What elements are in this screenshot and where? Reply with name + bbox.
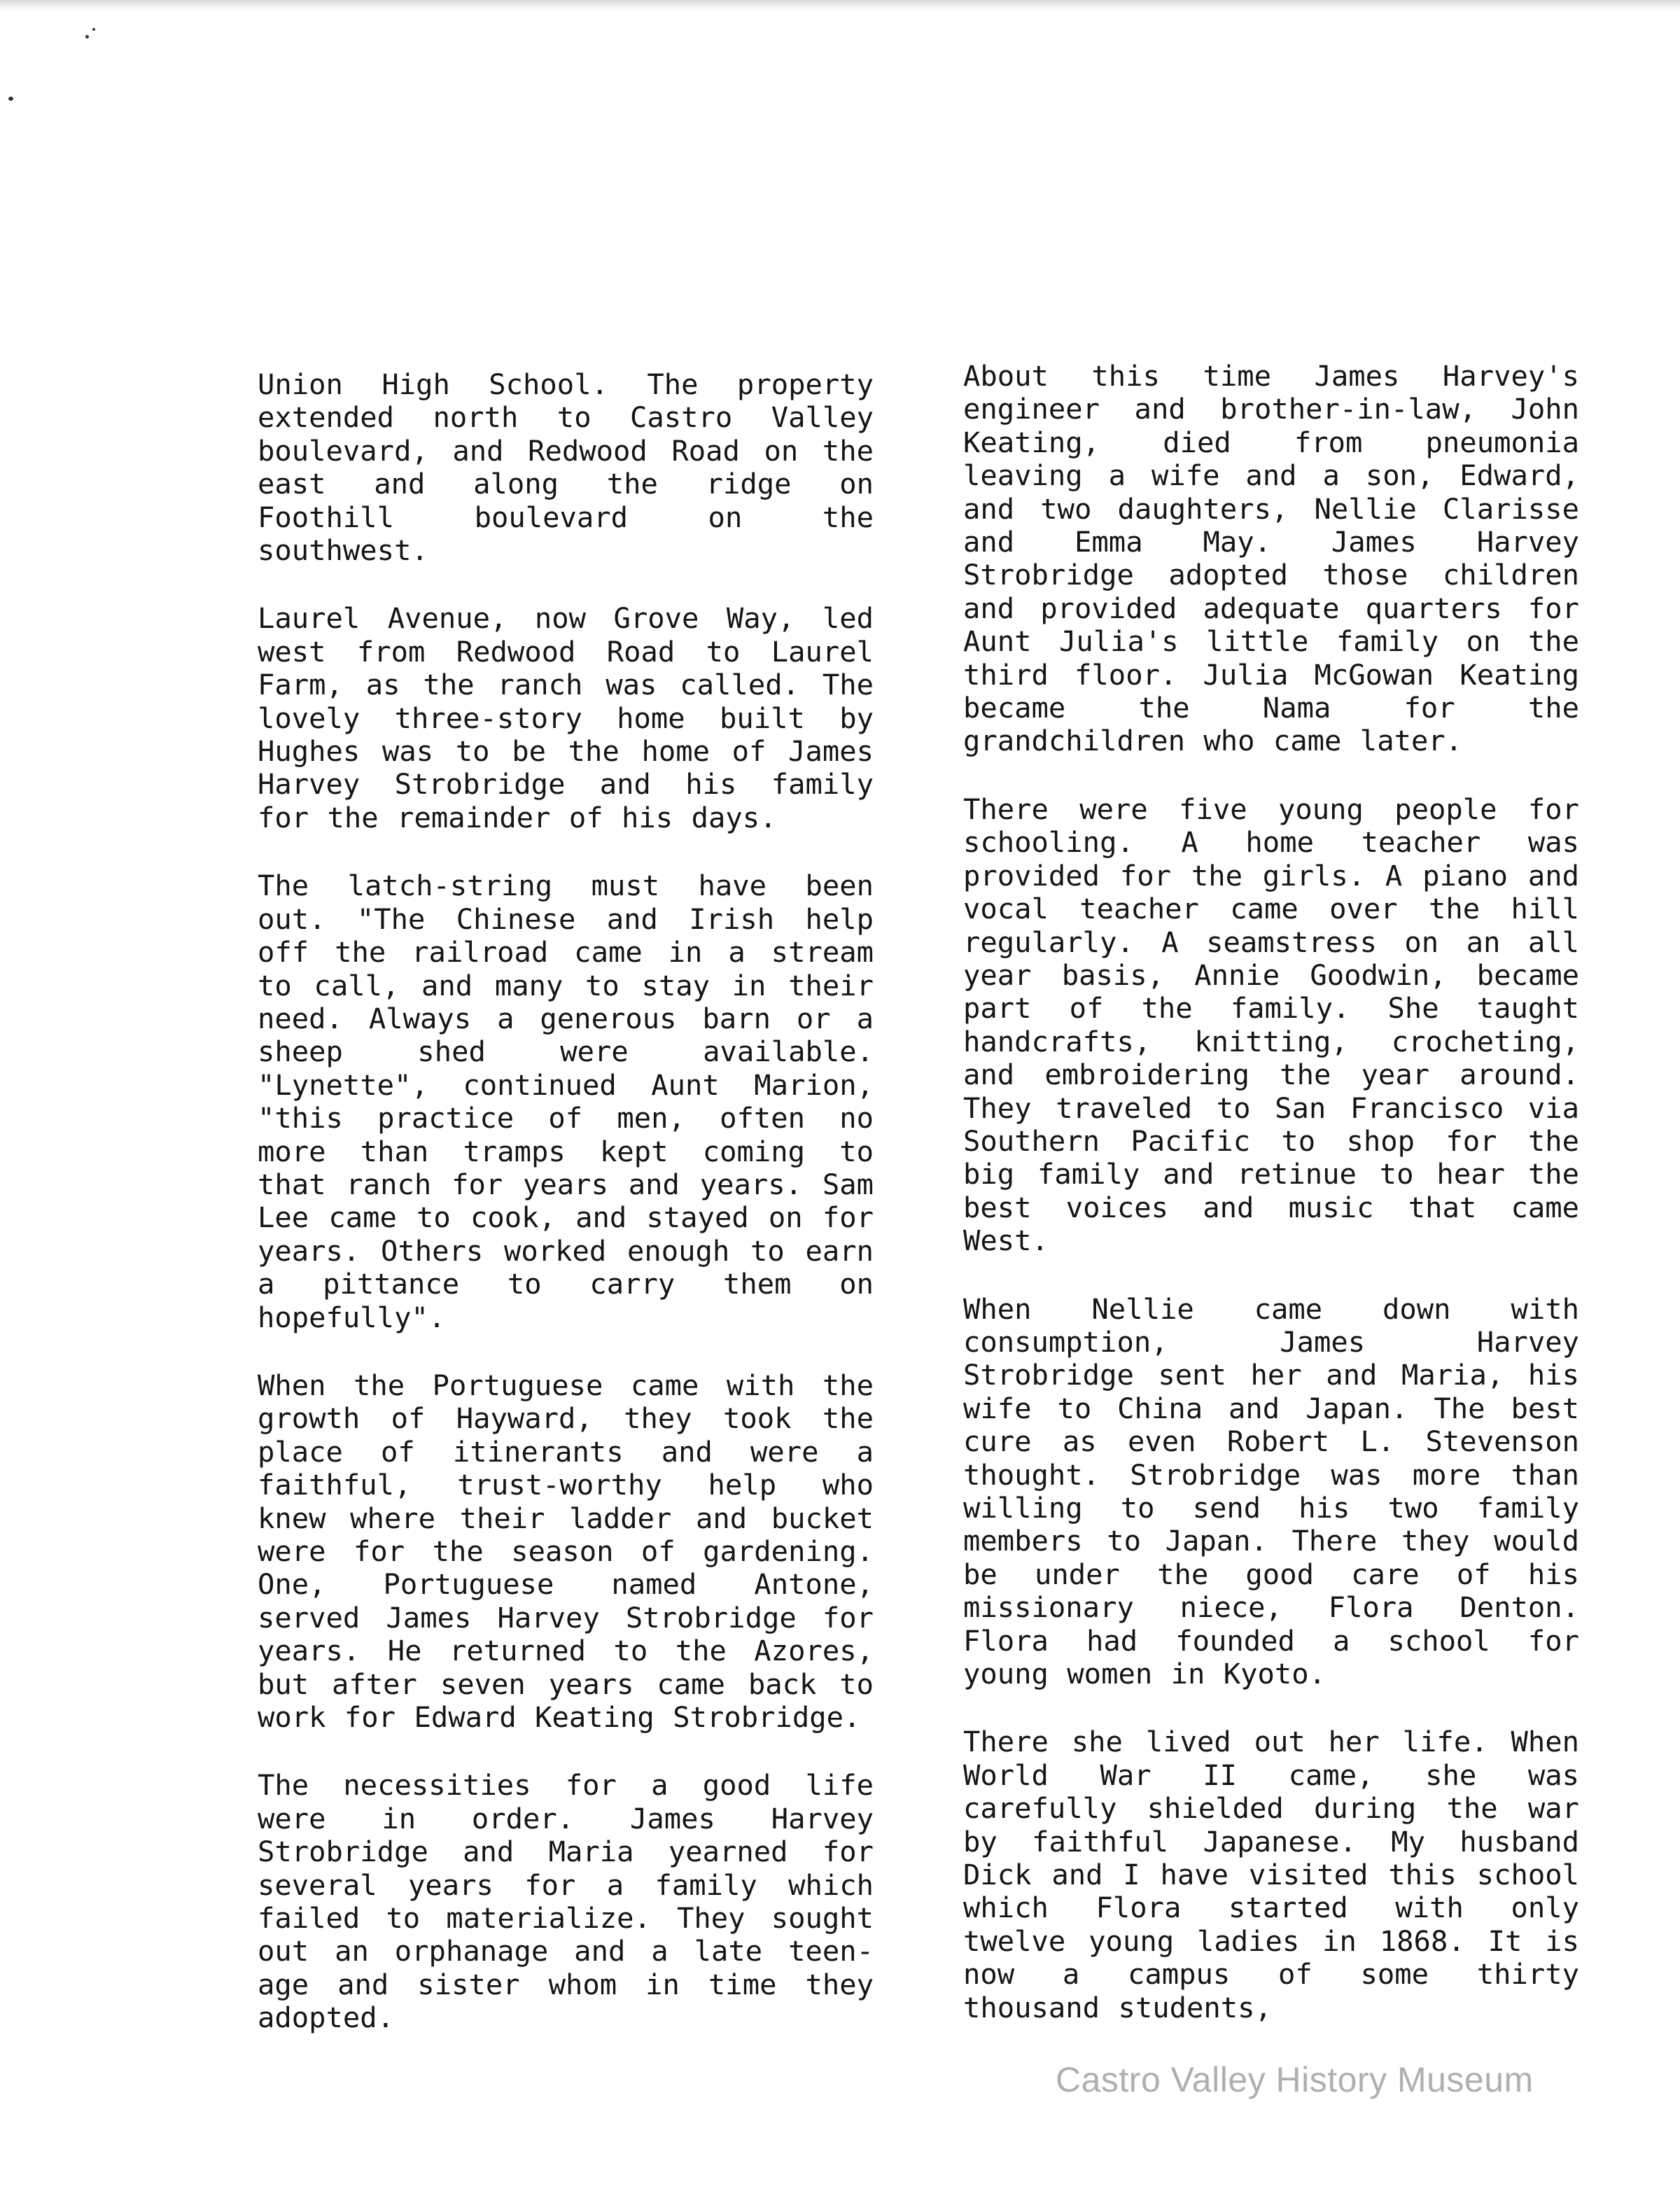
- watermark: Castro Valley History Museum: [1056, 2060, 1534, 2099]
- paragraph: The latch-string must have been out. "The Chinese and Irish help off the railroad came in a stream to call, and many to stay in their need. Always a generous barn or a sheep shed were available. "Lynette", continued Aunt Marion, "this practice of men, often no more than tramps kept coming to that ranch for years and years. Sam Lee came to cook, and stayed on for years. Others worked enough to earn a pittance to carry them on hopefully".: [258, 869, 874, 1334]
- scan-speck: [85, 35, 89, 38]
- paragraph: The necessities for a good life were in order. James Harvey Strobridge and Maria yearned for several years for a family which failed to materialize. They sought out an orphanage and a late teen-age and sister whom in time they adopted.: [258, 1768, 874, 2035]
- paragraph: When Nellie came down with consumption, James Harvey Strobridge sent her and Maria, his wife to China and Japan. The best cure as even Robert L. Stevenson thought. Strobridge was more than willing to send his two family members to Japan. There they would be under the good care of his missionary niece, Flora Denton. Flora had founded a school for young women in Kyoto.: [963, 1292, 1579, 1691]
- scan-speck: [8, 97, 13, 101]
- paragraph: There were five young people for schooling. A home teacher was provided for the girls. A piano and vocal teacher came over the hill regularly. A seamstress on an all year basis, Annie Goodwin, became part of the family. She taught handcrafts, knitting, crocheting, and embroidering the year around. They traveled to San Francisco via Southern Pacific to shop for the big family and retinue to hear the best voices and music that came West.: [963, 792, 1579, 1258]
- paragraph: Laurel Avenue, now Grove Way, led west from Redwood Road to Laurel Farm, as the ranch was called. The lovely three-story home built by Hughes was to be the home of James Harvey Strobridge and his family for the remainder of his days.: [258, 601, 874, 834]
- right-column: [963, 360, 1579, 2059]
- scan-speck: [92, 28, 95, 31]
- paragraph: Union High School. The property extended north to Castro Valley boulevard, and Redwood Road on the east and along the ridge on Foothill boulevard on the southwest.: [258, 368, 874, 568]
- paragraph: When the Portuguese came with the growth of Hayward, they took the place of itinerants and were a faithful, trust-worthy help who knew where their ladder and bucket were for the season of gardening. One, Portuguese named Antone, served James Harvey Strobridge for years. He returned to the Azores, but after seven years came back to work for Edward Keating Strobridge.: [258, 1368, 874, 1735]
- paragraph: About this time James Harvey's engineer and brother-in-law, John Keating, died from pneumonia leaving a wife and a son, Edward, and two daughters, Nellie Clarisse and Emma May. James Harvey Strobridge adopted those children and provided adequate quarters for Aunt Julia's little family on the third floor. Julia McGowan Keating became the Nama for the grandchildren who came later.: [963, 359, 1579, 758]
- scan-top-edge: [0, 0, 1680, 10]
- left-column: [258, 368, 874, 2070]
- paragraph: There she lived out her life. When World War II came, she was carefully shielded during the war by faithful Japanese. My husband Dick and I have visited this school which Flora started with only twelve young ladies in 1868. It is now a campus of some thirty thousand students,: [963, 1725, 1579, 2024]
